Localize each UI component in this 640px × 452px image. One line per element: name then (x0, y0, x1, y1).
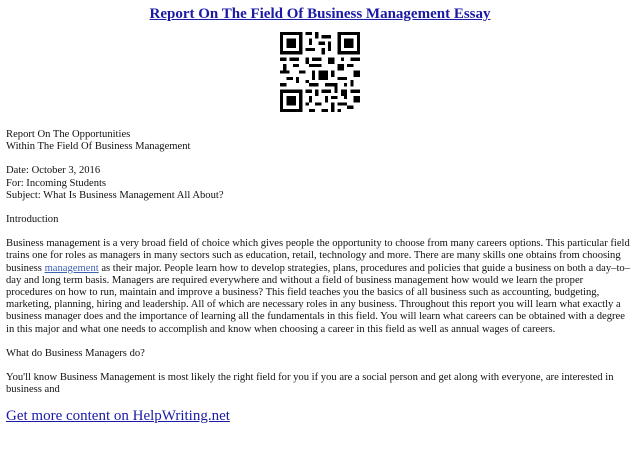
memo-date: Date: October 3, 2016 (6, 165, 101, 177)
document-title-link[interactable]: Report On The Field Of Business Management Essay (149, 6, 491, 22)
qr-code-icon (280, 32, 360, 112)
report-heading-line-1: Report On The Opportunities (6, 129, 131, 140)
report-heading-line-2: Within The Field Of Business Management (6, 141, 191, 153)
intro-paragraph-part-2: as their major. People learn how to develop strategies, plans, procedures and policies that guide a business on both a day–to–day and long term basis. Managers are required everywhere and without a field of business management how would we learn the proper procedures on how to run, maintain and improve a business? This field teaches you the basics of all business such as accounting, budgeting, marketing, planning, hiring and leadership. All of which are necessary roles in any business. Throughout this report you will learn what exactly a business manager does and the importance of learning all the fundamentals in this field. You will learn what careers can be obtained with a degree in this major and what one needs to accomplish and know when choosing a career in this field as well as annual wages of careers. (6, 262, 631, 335)
intro-paragraph (6, 238, 630, 336)
memo-for: For: Incoming Students (6, 177, 107, 189)
document-body (6, 129, 630, 408)
management-link[interactable]: management (44, 262, 99, 274)
introduction-heading: Introduction (6, 214, 59, 226)
intro-paragraph-part-1: Business management is a very broad field of choice which gives people the opportunity to choose from many careers options. This particular field trains one for roles as managers in many sectors such as education, retail, technology and more. There are many skills one obtains from choosing business (6, 238, 630, 274)
memo-block (6, 165, 630, 202)
report-heading (6, 129, 630, 153)
get-more-content-link[interactable]: Get more content on HelpWriting.net (6, 408, 230, 424)
final-paragraph: You'll know Business Management is most likely the right field for you if you are a social person and get along with everyone, are interested in business and (6, 372, 614, 396)
memo-subject: Subject: What Is Business Management All About? (6, 189, 224, 201)
question-heading: What do Business Managers do? (6, 347, 145, 359)
